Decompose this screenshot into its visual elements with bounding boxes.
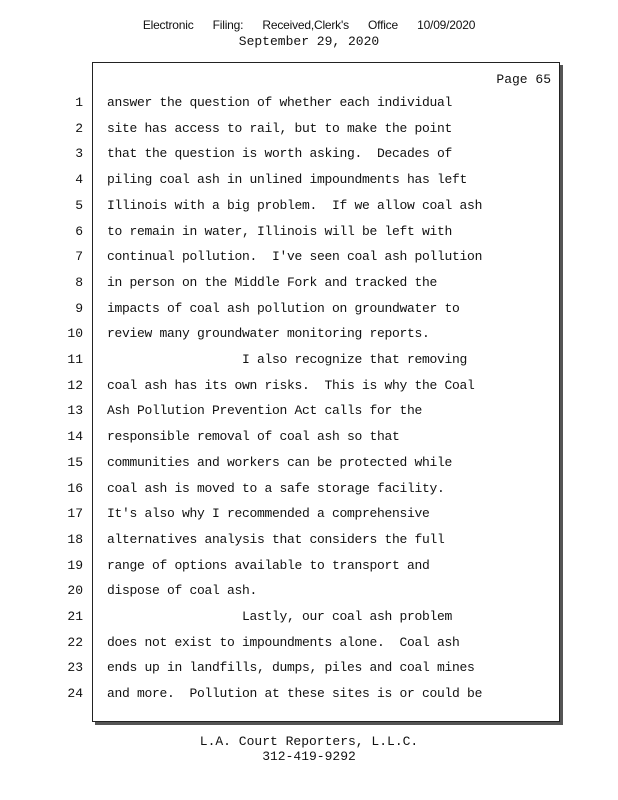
transcript-line-text: range of options available to transport and — [107, 558, 430, 573]
transcript-line-text: does not exist to impoundments alone. Coal ash — [107, 635, 460, 650]
transcript-line-text: I also recognize that removing — [107, 352, 468, 367]
transcript-line-text: that the question is worth asking. Decades of — [107, 146, 453, 161]
transcript-date: September 29, 2020 — [238, 34, 380, 49]
transcript-line-text: responsible removal of coal ash so that — [107, 429, 400, 444]
line-number: 12 — [67, 378, 83, 393]
line-number: 4 — [75, 172, 83, 187]
transcript-line-text: coal ash has its own risks. This is why the Coal — [107, 378, 475, 393]
transcript-line-text: communities and workers can be protected while — [107, 455, 453, 470]
reporter-company: L.A. Court Reporters, L.L.C. — [199, 734, 419, 749]
line-number: 5 — [75, 198, 83, 213]
line-number: 24 — [67, 686, 83, 701]
transcript-line-text: review many groundwater monitoring reports. — [107, 326, 430, 341]
transcript-line-text: to remain in water, Illinois will be left with — [107, 224, 453, 239]
transcript-line-text: Lastly, our coal ash problem — [107, 609, 453, 624]
transcript-line-text: and more. Pollution at these sites is or could be — [107, 686, 483, 701]
filing-stamp-part: Received,Clerk's — [262, 18, 349, 32]
transcript-line-text: piling coal ash in unlined impoundments has left — [107, 172, 468, 187]
line-number: 6 — [75, 224, 83, 239]
line-number: 1 — [75, 95, 83, 110]
filing-stamp-part: Office — [368, 18, 398, 32]
filing-stamp-part: Electronic — [142, 18, 194, 32]
line-number: 22 — [67, 635, 83, 650]
filing-stamp — [0, 18, 618, 32]
transcript-line-text: ends up in landfills, dumps, piles and coal mines — [107, 660, 475, 675]
transcript-line-text: impacts of coal ash pollution on groundwater to — [107, 301, 460, 316]
line-number: 14 — [67, 429, 83, 444]
line-number: 11 — [67, 352, 83, 367]
line-number: 21 — [67, 609, 83, 624]
line-number: 19 — [67, 558, 83, 573]
transcript-line-text: dispose of coal ash. — [107, 583, 258, 598]
line-number: 13 — [67, 403, 83, 418]
transcript-line-text: Illinois with a big problem. If we allow coal ash — [107, 198, 483, 213]
transcript-line-text: in person on the Middle Fork and tracked the — [107, 275, 438, 290]
line-number: 7 — [75, 249, 83, 264]
line-number: 2 — [75, 121, 83, 136]
filing-stamp-part: 10/09/2020 — [417, 18, 476, 32]
transcript-line-text: continual pollution. I've seen coal ash pollution — [107, 249, 483, 264]
transcript-line-text: answer the question of whether each individual — [107, 95, 453, 110]
transcript-line-text: Ash Pollution Prevention Act calls for the — [107, 403, 423, 418]
line-number: 8 — [75, 275, 83, 290]
line-number: 17 — [67, 506, 83, 521]
transcript-line-text: coal ash is moved to a safe storage facility. — [107, 481, 445, 496]
transcript-line-text: It's also why I recommended a comprehensive — [107, 506, 430, 521]
line-number: 9 — [75, 301, 83, 316]
page-number: Page 65 — [496, 72, 551, 87]
line-number: 15 — [67, 455, 83, 470]
transcript-line-text: alternatives analysis that considers the full — [107, 532, 445, 547]
reporter-phone: 312-419-9292 — [262, 749, 356, 764]
line-number: 3 — [75, 146, 83, 161]
line-number: 20 — [67, 583, 83, 598]
line-number: 16 — [67, 481, 83, 496]
line-number: 18 — [67, 532, 83, 547]
line-number: 23 — [67, 660, 83, 675]
transcript-line-text: site has access to rail, but to make the point — [107, 121, 453, 136]
filing-stamp-part: Filing: — [212, 18, 244, 32]
line-number: 10 — [67, 326, 83, 341]
footer — [0, 734, 618, 764]
